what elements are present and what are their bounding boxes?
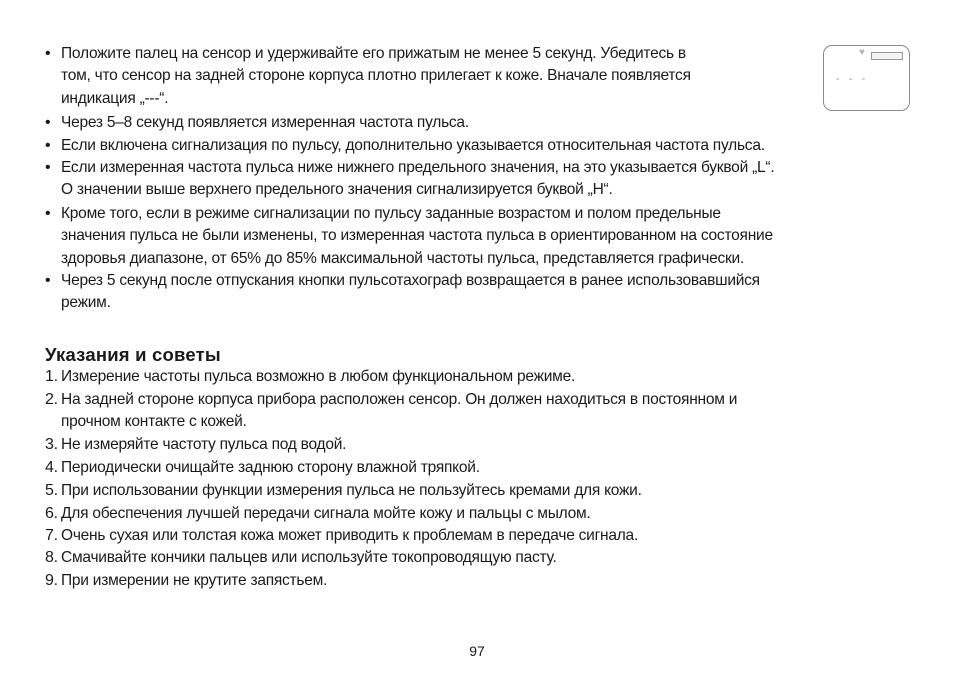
list-number: 2. xyxy=(45,391,58,408)
bullet-item xyxy=(61,157,774,202)
text-line: При использовании функции измерения пульса не пользуйтесь кремами для кожи. xyxy=(61,482,642,499)
bullet-item xyxy=(61,270,760,315)
text-line: О значении выше верхнего предельного значения сигнализируется буквой „H“. xyxy=(61,181,613,199)
bullet-item xyxy=(61,112,469,134)
tip-item xyxy=(61,434,346,456)
text-line: Через 5 секунд после отпускания кнопки пульсотахограф возвращается в ранее использовавшийся xyxy=(61,272,760,289)
pulse-zone-bar xyxy=(871,52,903,60)
text-line: Очень сухая или толстая кожа может приводить к проблемам в передаче сигнала. xyxy=(61,527,639,544)
list-number: 4. xyxy=(45,459,58,476)
bullet-item xyxy=(61,43,691,110)
text-line: При измерении не крутите запястьем. xyxy=(61,572,328,589)
tip-item xyxy=(61,547,557,569)
heart-icon: ♥ xyxy=(859,47,865,58)
list-number: 5. xyxy=(45,482,58,499)
text-line: На задней стороне корпуса прибора расположен сенсор. Он должен находиться в постоянном и xyxy=(61,391,738,408)
text-line: Если измеренная частота пульса ниже нижнего предельного значения, на это указывается буквой „L“. xyxy=(61,159,775,176)
bullet-mark: • xyxy=(45,137,51,154)
tip-item xyxy=(61,366,575,388)
display-readout: - - - xyxy=(836,73,869,85)
bullet-mark: • xyxy=(45,272,51,289)
list-number: 8. xyxy=(45,549,58,566)
text-line: прочном контакте с кожей. xyxy=(61,413,247,431)
text-line: том, что сенсор на задней стороне корпуса плотно прилегает к коже. Вначале появляется xyxy=(61,67,691,85)
bullet-mark: • xyxy=(45,45,51,62)
text-line: Положите палец на сенсор и удерживайте его прижатым не менее 5 секунд. Убедитесь в xyxy=(61,45,686,62)
text-line: Измерение частоты пульса возможно в любом функциональном режиме. xyxy=(61,368,576,385)
tip-item xyxy=(61,570,327,592)
bullet-item xyxy=(61,135,765,157)
list-number: 9. xyxy=(45,572,58,589)
text-line: Кроме того, если в режиме сигнализации по пульсу заданные возрастом и полом предельные xyxy=(61,205,721,222)
text-line: здоровья диапазоне, от 65% до 85% максимальной частоты пульса, представляется графически. xyxy=(61,249,745,267)
bullet-item xyxy=(61,203,773,270)
text-line: режим. xyxy=(61,294,111,312)
text-line: Смачивайте кончики пальцев или используйте токопроводящую пасту. xyxy=(61,549,557,566)
section-heading: Указания и советы xyxy=(45,344,221,365)
tip-item xyxy=(61,480,642,502)
tip-item xyxy=(61,503,591,525)
tip-item xyxy=(61,457,480,479)
text-line: Через 5–8 секунд появляется измеренная частота пульса. xyxy=(61,114,469,131)
text-line: Не измеряйте частоту пульса под водой. xyxy=(61,436,347,453)
bullet-mark: • xyxy=(45,159,51,176)
list-number: 7. xyxy=(45,527,58,544)
text-line: значения пульса не были изменены, то измеренная частота пульса в ориентированном на состояние xyxy=(61,227,773,245)
list-number: 6. xyxy=(45,505,58,522)
text-line: Для обеспечения лучшей передачи сигнала мойте кожу и пальцы с мылом. xyxy=(61,505,591,522)
bullet-mark: • xyxy=(45,205,51,222)
tip-item xyxy=(61,389,737,434)
tip-item xyxy=(61,525,638,547)
watch-display-illustration xyxy=(823,45,910,111)
bullet-mark: • xyxy=(45,114,51,131)
text-line: индикация „---“. xyxy=(61,89,169,107)
list-number: 1. xyxy=(45,368,58,385)
text-line: Периодически очищайте заднюю сторону влажной тряпкой. xyxy=(61,459,480,476)
text-line: Если включена сигнализация по пульсу, дополнительно указывается относительная частота пульса. xyxy=(61,137,765,154)
page-number: 97 xyxy=(469,643,485,659)
list-number: 3. xyxy=(45,436,58,453)
